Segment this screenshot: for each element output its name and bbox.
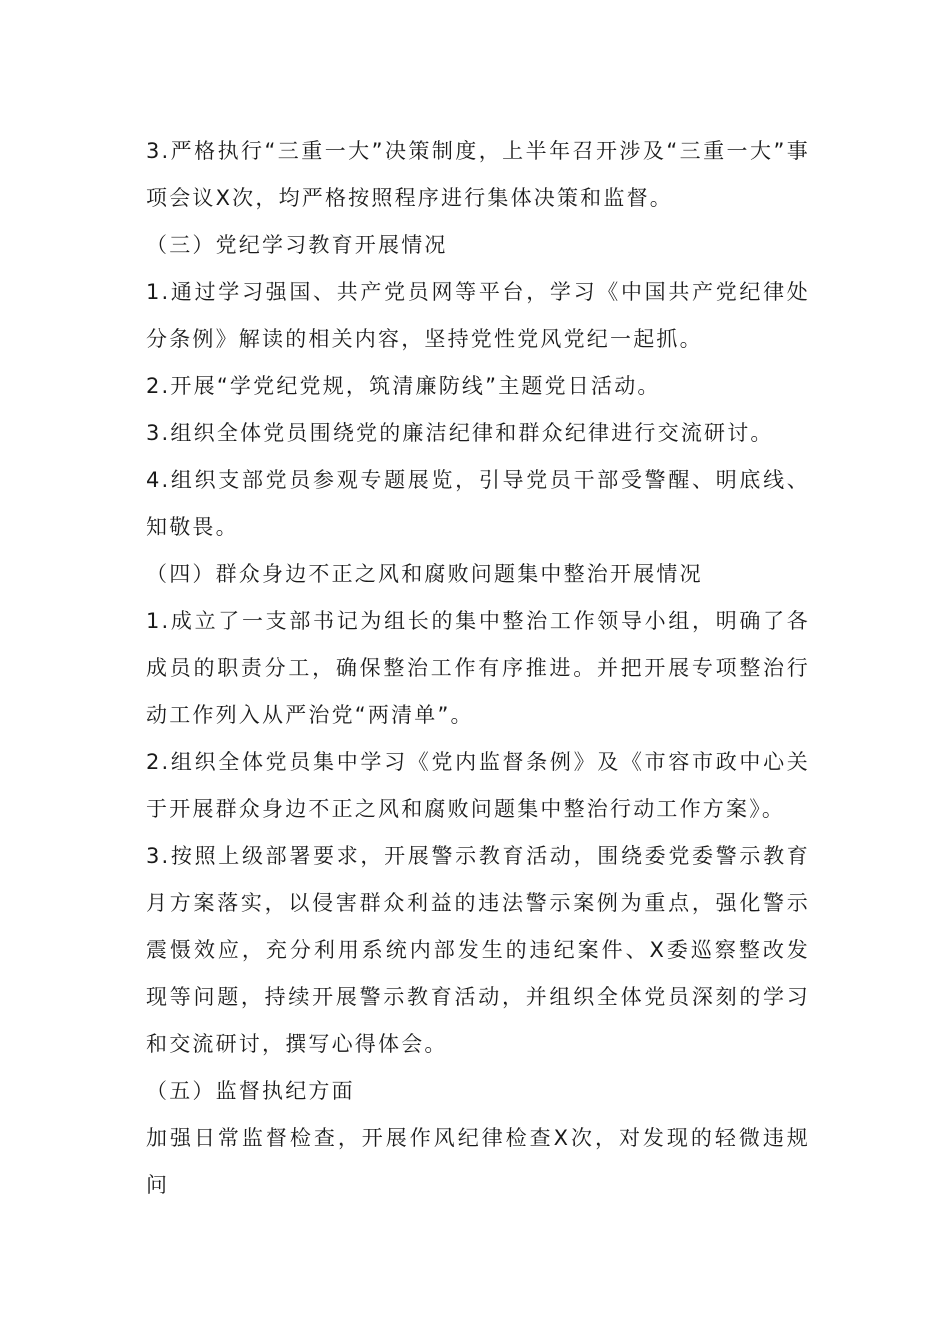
paragraph-item-1-study-platforms: 1.通过学习强国、共产党员网等平台，学习《中国共产党纪律处分条例》解读的相关内容，坚持党性党风党纪一起抓。 <box>146 280 810 351</box>
section-heading-4-centralized-rectification: （四）群众身边不正之风和腐败问题集中整治开展情况 <box>146 562 703 586</box>
paragraph-item-3-exchange-discussion: 3.组织全体党员围绕党的廉洁纪律和群众纪律进行交流研讨。 <box>146 421 774 445</box>
section-heading-5-supervision-discipline: （五）监督执纪方面 <box>146 1079 355 1103</box>
paragraph-item-1-leading-group: 1.成立了一支部书记为组长的集中整治工作领导小组，明确了各成员的职责分工，确保整治工作有序推进。并把开展专项整治行动工作列入从严治党“两清单”。 <box>146 609 810 727</box>
paragraph-item-3-warning-education: 3.按照上级部署要求，开展警示教育活动，围绕委党委警示教育月方案落实，以侵害群众利益的违法警示案例为重点，强化警示震慑效应，充分利用系统内部发生的违纪案件、X委巡察整改发现等问题，持续开展警示教育活动，并组织全体党员深刻的学习和交流研讨，撰写心得体会。 <box>146 844 810 1056</box>
document-body <box>146 128 810 1209</box>
paragraph-item-2-supervision-regulations: 2.组织全体党员集中学习《党内监督条例》及《市容市政中心关于开展群众身边不正之风和腐败问题集中整治行动工作方案》。 <box>146 750 810 821</box>
paragraph-item-3-three-important-one-large: 3.严格执行“三重一大”决策制度，上半年召开涉及“三重一大”事项会议X次，均严格按照程序进行集体决策和监督。 <box>146 139 810 210</box>
section-heading-3-party-discipline-education: （三）党纪学习教育开展情况 <box>146 233 448 257</box>
paragraph-item-4-visit-exhibition: 4.组织支部党员参观专题展览，引导党员干部受警醒、明底线、知敬畏。 <box>146 468 810 539</box>
paragraph-item-2-theme-party-day: 2.开展“学党纪党规，筑清廉防线”主题党日活动。 <box>146 374 661 398</box>
paragraph-daily-supervision: 加强日常监督检查，开展作风纪律检查X次，对发现的轻微违规问 <box>146 1126 810 1197</box>
